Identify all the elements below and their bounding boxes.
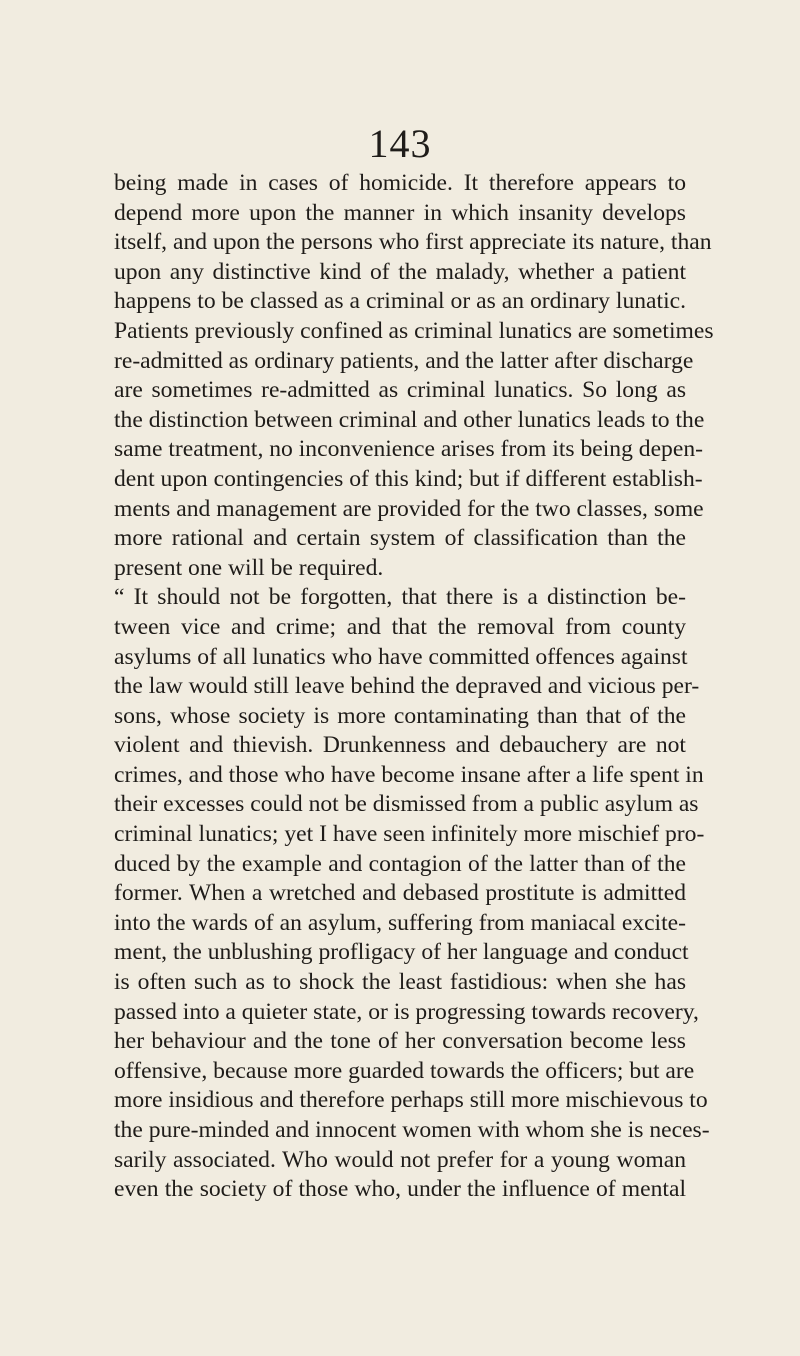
text-line: ments and management are provided for the two classes, some [114, 495, 704, 522]
text-line: asylums of all lunatics who have committed offences against [114, 643, 688, 670]
text-line: more insidious and therefore perhaps still more mischievous to [114, 1087, 708, 1114]
text-line: sons, whose society is more contaminating than that of the [114, 702, 686, 729]
text-line: same treatment, no inconvenience arises from its being depen- [114, 436, 703, 463]
text-line: violent and thievish. Drunkenness and debauchery are not [114, 732, 686, 759]
text-line: “ It should not be forgotten, that there is a distinction be- [114, 584, 686, 611]
text-line: are sometimes re-admitted as criminal lunatics. So long as [114, 377, 686, 404]
text-line: her behaviour and the tone of her conversation become less [114, 1028, 686, 1055]
body-text [114, 169, 714, 1205]
text-line: sarily associated. Who would not prefer for a young woman [114, 1146, 686, 1173]
text-line: the law would still leave behind the depraved and vicious per- [114, 673, 700, 700]
text-line: itself, and upon the persons who first appreciate its nature, than [114, 229, 712, 256]
text-line: more rational and certain system of classification than the [114, 525, 686, 552]
text-line: former. When a wretched and debased prostitute is admitted [114, 880, 686, 907]
text-line: the pure-minded and innocent women with whom she is neces- [114, 1117, 710, 1143]
text-line: the distinction between criminal and other lunatics leads to the [114, 406, 705, 433]
text-line: upon any distinctive kind of the malady, whether a patient [114, 258, 686, 285]
text-line: ment, the unblushing profligacy of her language and conduct [114, 939, 689, 966]
text-line: criminal lunatics; yet I have seen infinitely more mischief pro- [114, 821, 705, 848]
text-line: offensive, because more guarded towards the officers; but are [114, 1057, 695, 1084]
text-line: is often such as to shock the least fastidious: when she has [114, 969, 686, 996]
text-line: depend more upon the manner in which insanity develops [114, 199, 686, 226]
text-line: dent upon contingencies of this kind; but if different establish- [114, 465, 703, 492]
text-line: even the society of those who, under the influence of mental [114, 1176, 686, 1203]
text-line: being made in cases of homicide. It therefore appears to [114, 170, 686, 196]
text-line: duced by the example and contagion of the latter than of the [114, 850, 686, 877]
text-line: Patients previously confined as criminal lunatics are sometimes [114, 317, 714, 344]
text-line: their excesses could not be dismissed from a public asylum as [114, 791, 699, 818]
text-line: present one will be required. [114, 554, 384, 581]
text-line: into the wards of an asylum, suffering from maniacal excite- [114, 909, 686, 936]
page-number: 143 [368, 121, 432, 166]
text-line: re-admitted as ordinary patients, and the latter after discharge [114, 347, 694, 374]
text-line: passed into a quieter state, or is progressing towards recovery, [114, 998, 699, 1025]
text-line: happens to be classed as a criminal or as an ordinary lunatic. [114, 288, 686, 315]
text-line: crimes, and those who have become insane after a life spent in [114, 761, 704, 788]
text-line: tween vice and crime; and that the removal from county [114, 613, 686, 640]
